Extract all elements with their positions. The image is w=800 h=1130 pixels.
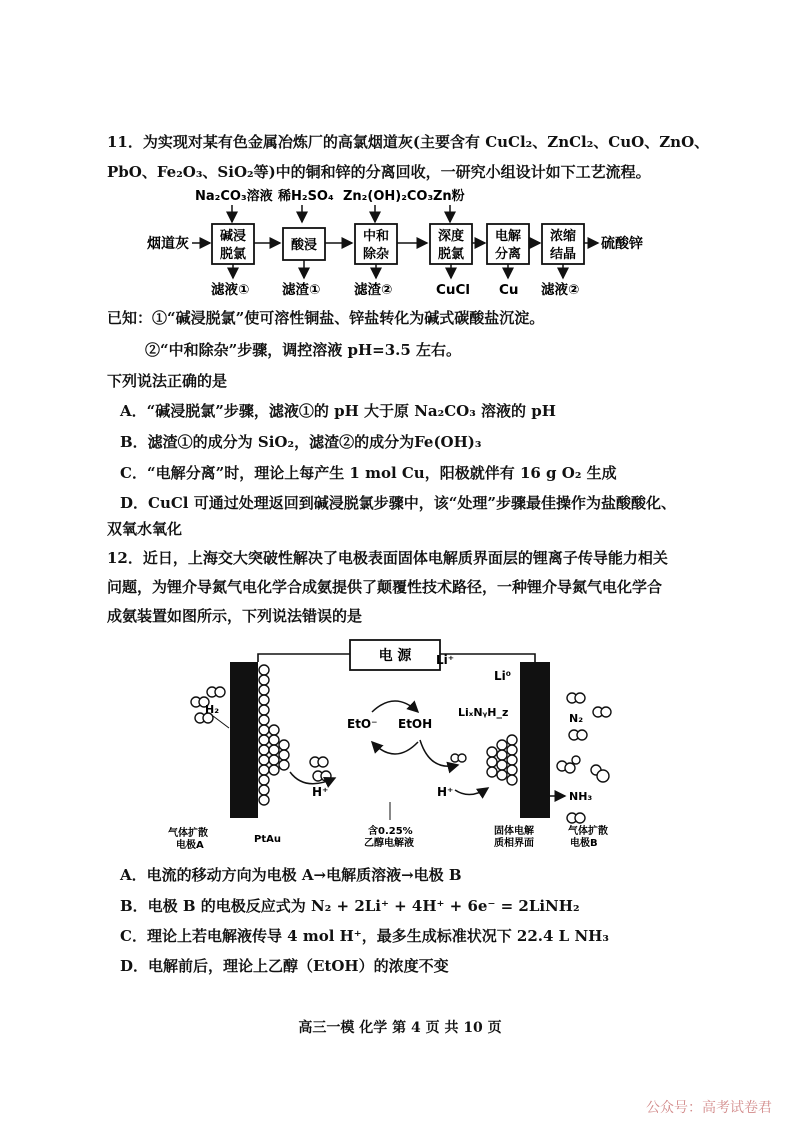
- electrode-b: [520, 662, 550, 818]
- n2-label: N₂: [569, 712, 584, 725]
- step1-line1: 碱浸: [219, 229, 247, 244]
- q11-known1: 已知：①“碱浸脱氯”使可溶性铜盐、锌盐转化为碱式碳酸盐沉淀。: [107, 309, 545, 327]
- watermark: 公众号：高考试卷君: [646, 1100, 772, 1116]
- q12-option-c: C．理论上若电解液传导 4 mol H⁺，最多生成标准状况下 22.4 L NH₃: [120, 927, 609, 945]
- page-footer: 高三一模 化学 第 4 页 共 10 页: [298, 1020, 502, 1036]
- nh3-label: NH₃: [569, 790, 593, 803]
- q11-known2: ②“中和除杂”步骤，调控溶液 pH=3.5 左右。: [145, 341, 462, 359]
- q12-option-a: A．电流的移动方向为电极 A→电解质溶液→电极 B: [120, 866, 462, 884]
- reagent-3: Zn₂(OH)₂CO₃: [343, 189, 434, 204]
- sei-beads: [451, 735, 517, 785]
- q11-option-a: A．“碱浸脱氯”步骤，滤液①的 pH 大于原 Na₂CO₃ 溶液的 pH: [120, 402, 556, 420]
- step6-line2: 结晶: [549, 247, 577, 262]
- reagent-4: Zn粉: [433, 189, 465, 204]
- q11-option-d-line2: 双氧水氧化: [107, 520, 183, 538]
- ptau-label: PtAu: [254, 834, 281, 845]
- output-2: 滤渣①: [282, 282, 321, 298]
- step1-line2: 脱氯: [219, 247, 247, 262]
- flow-start: 烟道灰: [147, 236, 189, 252]
- output-6: 滤液②: [541, 282, 580, 298]
- output-5: Cu: [499, 282, 519, 298]
- reagent-2: 稀H₂SO₄: [278, 189, 334, 204]
- step3-line2: 除杂: [362, 247, 390, 262]
- power-label: 电 源: [378, 648, 412, 664]
- step4-line1: 深度: [437, 229, 465, 244]
- li-plus-label: Li⁺: [436, 653, 455, 667]
- electrode-b-label2: 电极B: [570, 838, 598, 849]
- sei-label2: 质相界面: [494, 838, 534, 849]
- step2: 酸浸: [290, 238, 318, 253]
- step5-line2: 分离: [494, 247, 522, 262]
- step5-line1: 电解: [494, 229, 522, 244]
- electrolyte-label2: 乙醇电解液: [364, 838, 414, 849]
- electrolyte-label1: 含0.25%: [368, 826, 413, 837]
- output-1: 滤液①: [211, 282, 250, 298]
- eto-label: EtO⁻: [347, 717, 378, 731]
- q11-stem-line2: PbO、Fe₂O₃、SiO₂等)中的铜和锌的分离回收，一研究小组设计如下工艺流程。: [107, 163, 651, 181]
- etoh-label: EtOH: [398, 717, 433, 731]
- q12-option-b: B．电极 B 的电极反应式为 N₂ + 2Li⁺ + 4H⁺ + 6e⁻ = 2LiNH₂: [120, 897, 580, 915]
- h-plus-right: H⁺: [437, 785, 454, 799]
- q11-option-b: B．滤渣①的成分为 SiO₂，滤渣②的成分为Fe(OH)₃: [120, 433, 482, 451]
- ptau-beads: [259, 665, 289, 805]
- output-3: 滤渣②: [354, 282, 393, 298]
- h-plus-left: H⁺: [312, 785, 329, 799]
- flow-end: 硫酸锌: [601, 236, 643, 252]
- sei-label1: 固体电解: [494, 826, 534, 837]
- q11-prompt: 下列说法正确的是: [107, 372, 228, 390]
- step3-line1: 中和: [362, 229, 390, 244]
- lixnyhz-label: LiₓNᵧH_z: [458, 706, 509, 719]
- q11-option-c: C．“电解分离”时，理论上每产生 1 mol Cu，阳极就伴有 16 g O₂ 生成: [120, 464, 617, 482]
- electrode-b-label1: 气体扩散: [568, 826, 608, 837]
- q12-stem-line1: 12．近日，上海交大突破性解决了电极表面固体电解质界面层的锂离子传导能力相关: [107, 549, 668, 567]
- electrode-a: [230, 662, 258, 818]
- q12-option-d: D．电解前后，理论上乙醇（EtOH）的浓度不变: [120, 957, 449, 975]
- h2-label: H₂: [205, 703, 220, 716]
- step4-line2: 脱氯: [437, 247, 465, 262]
- q12-stem-line2: 问题，为锂介导氮气电化学合成氨提供了颠覆性技术路径，一种锂介导氮气电化学合: [107, 578, 663, 596]
- output-4: CuCl: [436, 282, 471, 298]
- q11-option-d-line1: D．CuCl 可通过处理返回到碱浸脱氯步骤中，该“处理”步骤最佳操作为盐酸酸化、: [120, 494, 676, 512]
- step6-line1: 浓缩: [549, 229, 577, 244]
- electrode-a-label2: 电极A: [176, 840, 204, 851]
- electrode-a-label1: 气体扩散: [168, 828, 208, 839]
- q11-stem-line1: 11．为实现对某有色金属冶炼厂的高氯烟道灰(主要含有 CuCl₂、ZnCl₂、CuO、ZnO、: [107, 133, 710, 151]
- reagent-1: Na₂CO₃溶液: [195, 189, 273, 204]
- li0-label: Li⁰: [494, 669, 512, 683]
- q12-stem-line3: 成氨装置如图所示，下列说法错误的是: [107, 607, 363, 625]
